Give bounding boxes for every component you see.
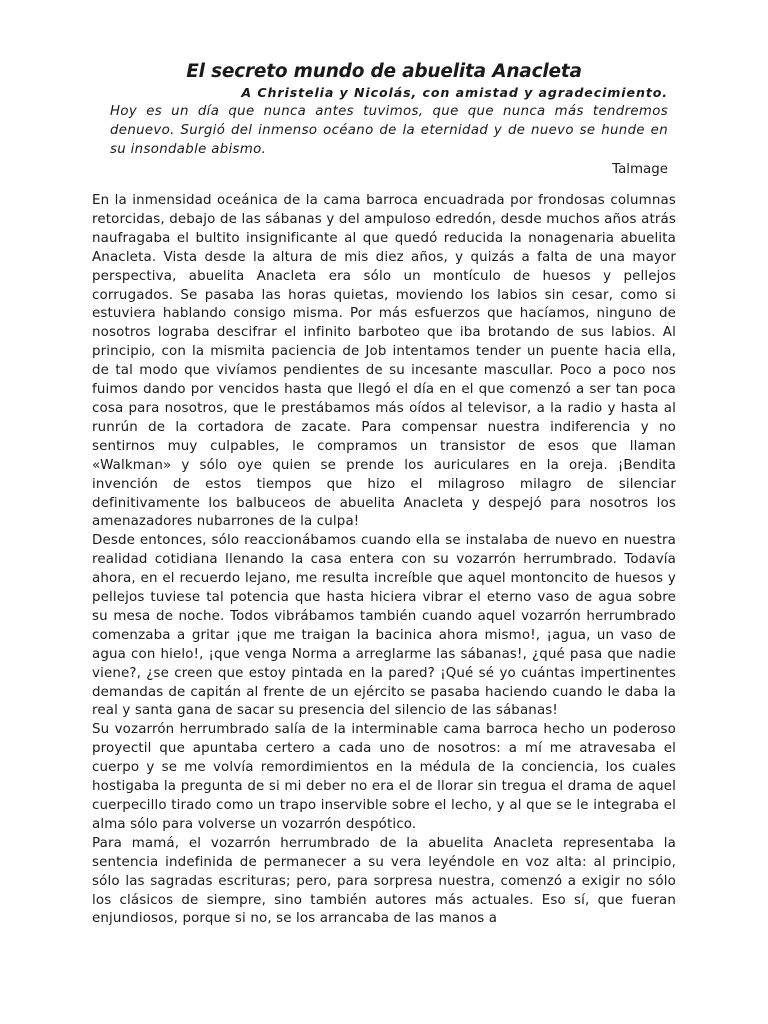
epigraph-author: Talmage: [612, 162, 668, 177]
paragraph: Su vozarrón herrumbrado salía de la interminable cama barroca hecho un poderoso proyectil que apuntaba certero a cada uno de nosotros: a mí me atravesaba el cuerpo y se me volvía remordimientos en la médula de la conciencia, los cuales hostigaba la pregunta de si mi deber no era el de llorar sin tregua el drama de aquel cuerpecillo tirado como un trapo inservible sobre el lecho, y al que se le integraba el alma sólo para volverse un vozarrón despótico.: [92, 722, 676, 832]
paragraph: En la inmensidad oceánica de la cama barroca encuadrada por frondosas columnas retorcidas, debajo de las sábanas y del ampuloso edredón, desde muchos años atrás naufragaba el bultito insignificante al que quedó reducida la nonagenaria abuelita Anacleta. Vista desde la altura de mis diez años, y quizás a falta de una mayor perspectiva, abuelita Anacleta era sólo un montículo de huesos y pellejos corrugados. Se pasaba las horas quietas, moviendo los labios sin cesar, como si estuviera hablando consigo misma. Por más esfuerzos que hacíamos, ninguno de nosotros lograba descifrar el infinito barboteo que iba brotando de sus labios. Al principio, con la mismita paciencia de Job intentamos tender un puente hacia ella, de tal modo que vivíamos pendientes de su incesante mascullar. Poco a poco nos fuimos dando por vencidos hasta que llegó el día en el que comenzó a ser tan poca cosa para nosotros, que le prestábamos más oídos al televisor, a la radio y hasta al runrún de la cortadora de zacate. Para compensar nuestra indiferencia y no sentirnos muy culpables, le compramos un transistor de esos que llaman «Walkman» y sólo oye quien se prende los auriculares en la oreja. ¡Bendita invención de estos tiempos que hizo el milagroso milagro de silenciar definitivamente los balbuceos de abuelita Anacleta y despejó para nosotros los amenazadores nubarrones de la culpa!: [92, 193, 676, 530]
paragraph: Desde entonces, sólo reaccionábamos cuando ella se instalaba de nuevo en nuestra realidad cotidiana llenando la casa entera con su vozarrón herrumbrado. Todavía ahora, en el recuerdo lejano, me resulta increíble que aquel montoncito de huesos y pellejos tuviese tal potencia que hasta hiciera vibrar el eterno vaso de agua sobre su mesa de noche. Todos vibrábamos también cuando aquel vozarrón herrumbrado comenzaba a gritar ¡que me traigan la bacinica ahora mismo!, ¡agua, un vaso de agua con hielo!, ¡que venga Norma a arreglarme las sábanas!, ¿qué pasa que nadie viene?, ¿se creen que estoy pintada en la pared? ¡Qué sé yo cuántas impertinentes demandas de capitán al frente de un ejército se pasaba haciendo cuando le daba la real y santa gana de sacar su presencia del silencio de las sábanas!: [92, 533, 676, 719]
document-page: [92, 60, 676, 929]
story-body: [92, 192, 676, 929]
dedication: A Christelia y Nicolás, con amistad y agradecimiento.: [241, 85, 668, 100]
story-title: El secreto mundo de abuelita Anacleta: [186, 61, 582, 82]
paragraph: Para mamá, el vozarrón herrumbrado de la abuelita Anacleta representaba la sentencia indefinida de permanecer a su vera leyéndole en voz alta: al principio, sólo las sagradas escrituras; pero, para sorpresa nuestra, comenzó a exigir no sólo los clásicos de siempre, sino también autores más actuales. Eso sí, que fueran enjundiosos, porque si no, se los arrancaba de las manos a: [92, 835, 676, 927]
epigraph: Hoy es un día que nunca antes tuvimos, que que nunca más tendremos denuevo. Surgió del inmenso océano de la eternidad y de nuevo se hunde en su insondable abismo.: [110, 104, 668, 157]
